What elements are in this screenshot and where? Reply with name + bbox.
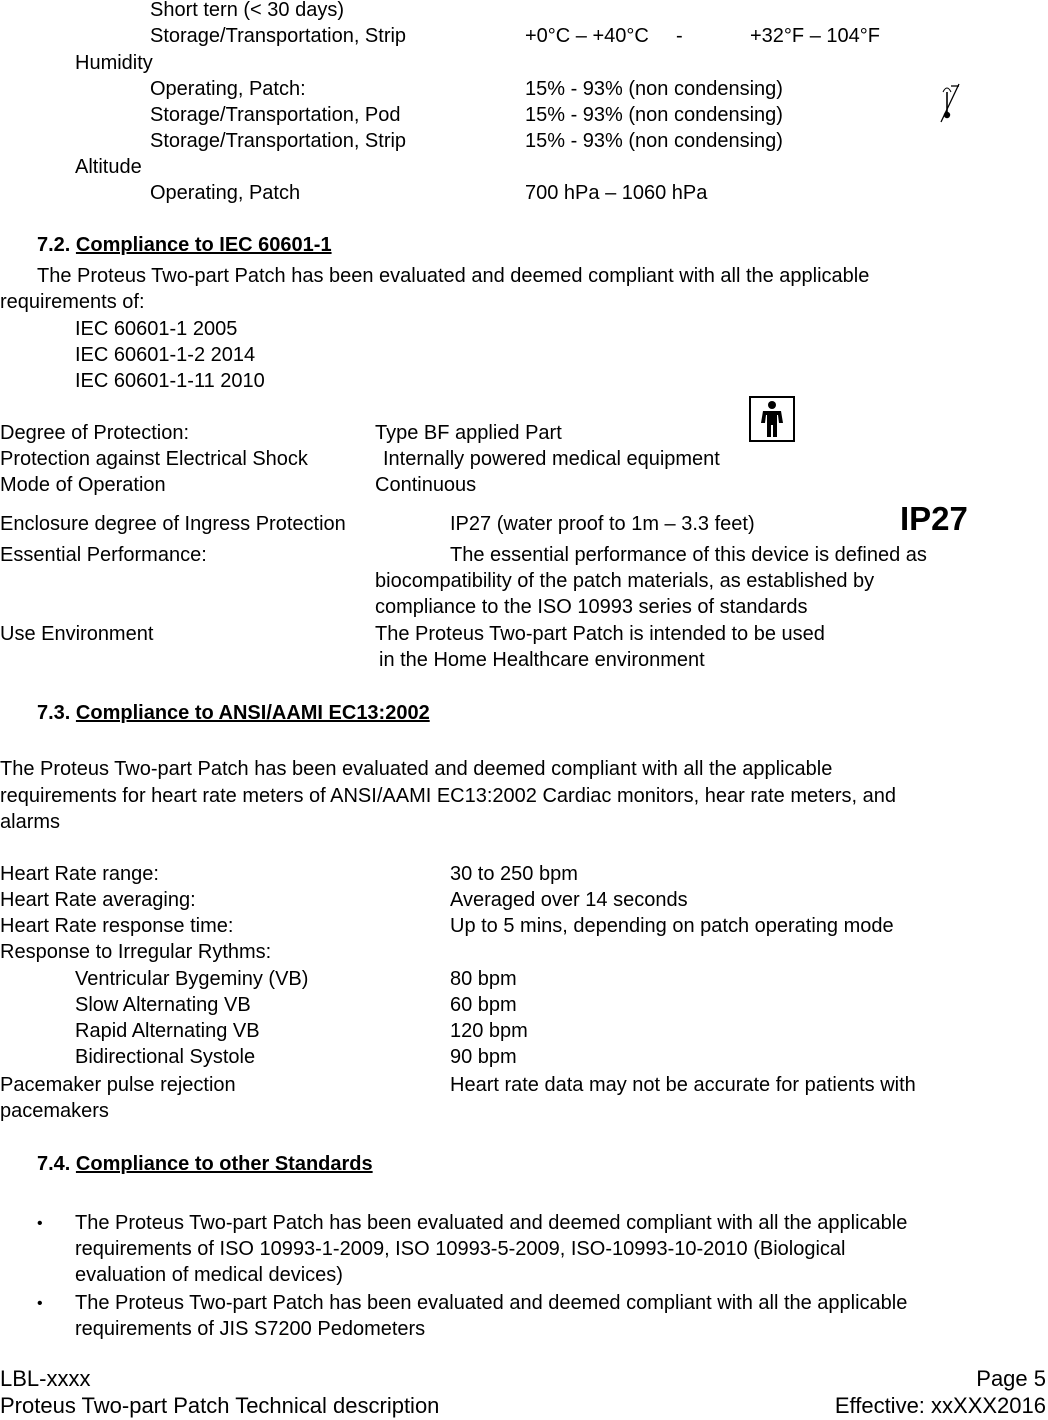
- essential-performance-line: The essential performance of this device is defined as: [450, 544, 927, 566]
- humidity-row-value: 15% - 93% (non condensing): [525, 104, 783, 126]
- ip27-mark: IP27: [900, 500, 968, 537]
- irregular-row-value: 80 bpm: [450, 968, 517, 990]
- pacemaker-value: Heart rate data may not be accurate for patients with: [450, 1074, 916, 1096]
- humidity-row-label: Storage/Transportation, Pod: [150, 104, 401, 126]
- essential-performance-label: Essential Performance:: [0, 544, 207, 566]
- irregular-row-label: Slow Alternating VB: [75, 994, 251, 1016]
- bullet-line: requirements of ISO 10993-1-2009, ISO 10993-5-2009, ISO-10993-10-2010 (Biological: [75, 1238, 846, 1260]
- section-number: 7.3.: [37, 702, 71, 724]
- humidity-row-label: Operating, Patch:: [150, 78, 306, 100]
- hr-averaging-label: Heart Rate averaging:: [0, 889, 196, 911]
- section-7-2-heading: [37, 233, 332, 257]
- use-environment-line: in the Home Healthcare environment: [379, 649, 705, 671]
- essential-performance-line: compliance to the ISO 10993 series of standards: [375, 596, 808, 618]
- bullet-line: requirements of JIS S7200 Pedometers: [75, 1318, 426, 1340]
- section-number: 7.4.: [37, 1153, 71, 1175]
- section-7-4-heading: [37, 1152, 373, 1176]
- storage-strip-temp-c: +0°C – +40°C: [525, 25, 649, 47]
- irregular-row-label: Ventricular Bygeminy (VB): [75, 968, 309, 990]
- irregular-row-label: Rapid Alternating VB: [75, 1020, 260, 1042]
- s73-paragraph-line: requirements for heart rate meters of ANSI/AAMI EC13:2002 Cardiac monitors, hear rate meters, and: [0, 785, 896, 807]
- section-title: Compliance to ANSI/AAMI EC13:2002: [75, 702, 430, 724]
- bullet-line: evaluation of medical devices): [75, 1264, 343, 1286]
- mode-operation-label: Mode of Operation: [0, 474, 166, 496]
- ingress-protection-label: Enclosure degree of Ingress Protection: [0, 513, 346, 535]
- ingress-protection-value: IP27 (water proof to 1m – 3.3 feet): [450, 513, 755, 535]
- pacemaker-label: Pacemaker pulse rejection: [0, 1074, 236, 1096]
- short-term-label: Short tern (< 30 days): [150, 0, 344, 21]
- altitude-row-label: Operating, Patch: [150, 182, 301, 204]
- degree-protection-value: Type BF applied Part: [375, 422, 562, 444]
- s73-paragraph-line: The Proteus Two-part Patch has been evaluated and deemed compliant with all the applicable: [0, 758, 833, 780]
- use-environment-label: Use Environment: [0, 623, 154, 645]
- footer-doc-title: Proteus Two-part Patch Technical description: [0, 1393, 440, 1418]
- humidity-heading: Humidity: [75, 52, 153, 74]
- section-7-3-heading: [37, 701, 430, 725]
- type-bf-applied-part-icon: [749, 396, 795, 442]
- humidity-row-label: Storage/Transportation, Strip: [150, 130, 407, 152]
- irregular-row-value: 120 bpm: [450, 1020, 528, 1042]
- storage-strip-temp-dash: -: [676, 25, 683, 47]
- hr-averaging-value: Averaged over 14 seconds: [450, 889, 688, 911]
- standard-item: IEC 60601-1-2 2014: [75, 344, 256, 366]
- section-number: 7.2.: [37, 234, 71, 256]
- s73-paragraph-line: alarms: [0, 811, 61, 833]
- standard-item: IEC 60601-1 2005: [75, 318, 238, 340]
- bullet-line: The Proteus Two-part Patch has been evaluated and deemed compliant with all the applicable: [75, 1292, 908, 1314]
- footer-effective-date: Effective: xxXXX2016: [834, 1393, 1046, 1418]
- pacemaker-value-cont: pacemakers: [0, 1100, 109, 1122]
- bullet-line: The Proteus Two-part Patch has been evaluated and deemed compliant with all the applicable: [75, 1212, 908, 1234]
- irregular-rhythms-heading: Response to Irregular Rythms:: [0, 941, 272, 963]
- mode-operation-value: Continuous: [375, 474, 477, 496]
- storage-strip-temp-label: Storage/Transportation, Strip: [150, 25, 407, 47]
- s72-intro-line: The Proteus Two-part Patch has been evaluated and deemed compliant with all the applicable: [37, 265, 870, 287]
- bullet-icon: •: [37, 1295, 43, 1312]
- humidity-limitation-icon: [938, 80, 962, 126]
- footer-page-number: Page 5: [976, 1366, 1046, 1391]
- section-title: Compliance to IEC 60601-1: [75, 234, 332, 256]
- hr-range-value: 30 to 250 bpm: [450, 863, 578, 885]
- s72-intro-line: requirements of:: [0, 291, 145, 313]
- footer-doc-id: LBL-xxxx: [0, 1366, 91, 1391]
- use-environment-line: The Proteus Two-part Patch is intended to be used: [375, 623, 825, 645]
- degree-protection-label: Degree of Protection:: [0, 422, 189, 444]
- electrical-shock-value: Internally powered medical equipment: [383, 448, 720, 470]
- humidity-row-value: 15% - 93% (non condensing): [525, 78, 783, 100]
- hr-response-label: Heart Rate response time:: [0, 915, 234, 937]
- irregular-row-value: 90 bpm: [450, 1046, 517, 1068]
- humidity-row-value: 15% - 93% (non condensing): [525, 130, 783, 152]
- bullet-icon: •: [37, 1215, 43, 1232]
- essential-performance-line: biocompatibility of the patch materials, as established by: [375, 570, 875, 592]
- standard-item: IEC 60601-1-11 2010: [75, 370, 265, 392]
- irregular-row-value: 60 bpm: [450, 994, 517, 1016]
- altitude-heading: Altitude: [75, 156, 142, 178]
- altitude-row-value: 700 hPa – 1060 hPa: [525, 182, 708, 204]
- irregular-row-label: Bidirectional Systole: [75, 1046, 256, 1068]
- storage-strip-temp-f: +32°F – 104°F: [750, 25, 880, 47]
- section-title: Compliance to other Standards: [75, 1153, 373, 1175]
- hr-response-value: Up to 5 mins, depending on patch operating mode: [450, 915, 894, 937]
- electrical-shock-label: Protection against Electrical Shock: [0, 448, 308, 470]
- hr-range-label: Heart Rate range:: [0, 863, 159, 885]
